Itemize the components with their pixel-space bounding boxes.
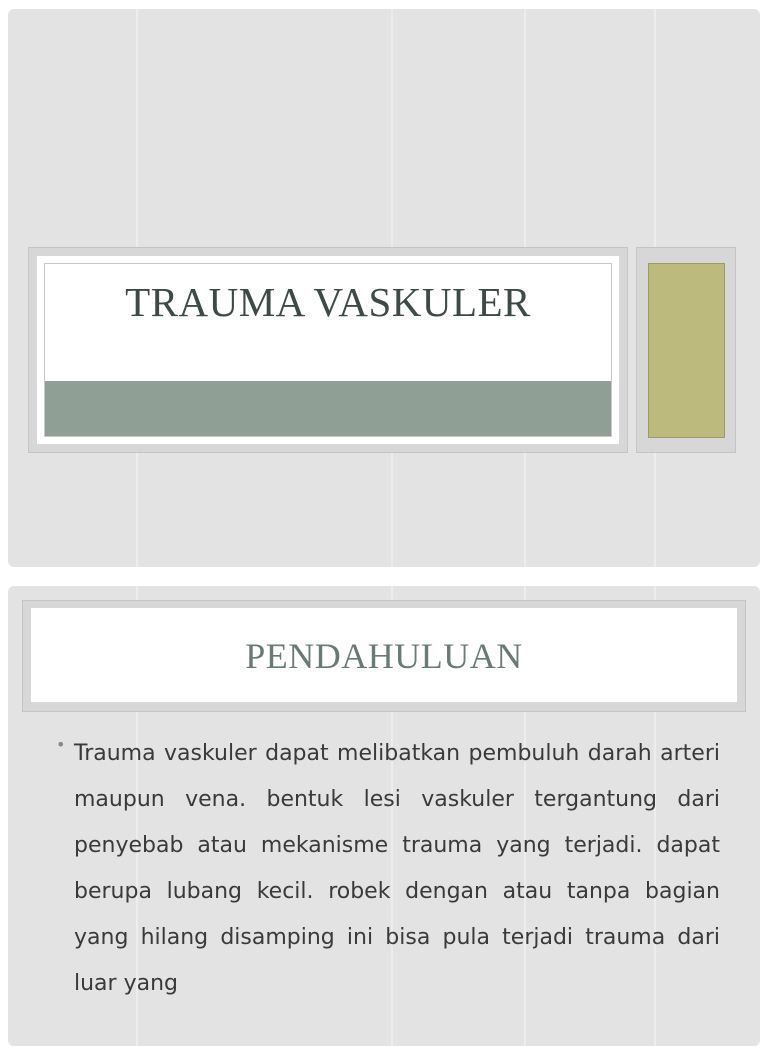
bullet-paragraph: Trauma vaskuler dapat melibatkan pembuluh darah arteri maupun vena. bentuk lesi vaskuler tergantung dari penyebab atau mekanisme trauma yang terjadi. dapat berupa lubang kecil. robek dengan atau tanpa bagian yang hilang disamping ini bisa pula terjadi trauma dari luar yang bbox=[74, 741, 720, 996]
heading-frame bbox=[22, 600, 746, 712]
title-color-band bbox=[45, 381, 611, 436]
bullet-icon: • bbox=[56, 735, 66, 754]
accent-block bbox=[648, 263, 725, 438]
slide-title: TRAUMA VASKULER bbox=[125, 279, 531, 325]
title-frame bbox=[28, 247, 628, 453]
title-slide bbox=[8, 9, 760, 567]
accent-frame bbox=[636, 247, 736, 453]
content-slide bbox=[8, 586, 760, 1046]
heading-inner-panel bbox=[31, 608, 737, 702]
title-inner-panel bbox=[37, 256, 619, 444]
title-box bbox=[44, 263, 612, 437]
slide-heading: PENDAHULUAN bbox=[245, 636, 523, 676]
bullet-list bbox=[52, 731, 720, 1007]
